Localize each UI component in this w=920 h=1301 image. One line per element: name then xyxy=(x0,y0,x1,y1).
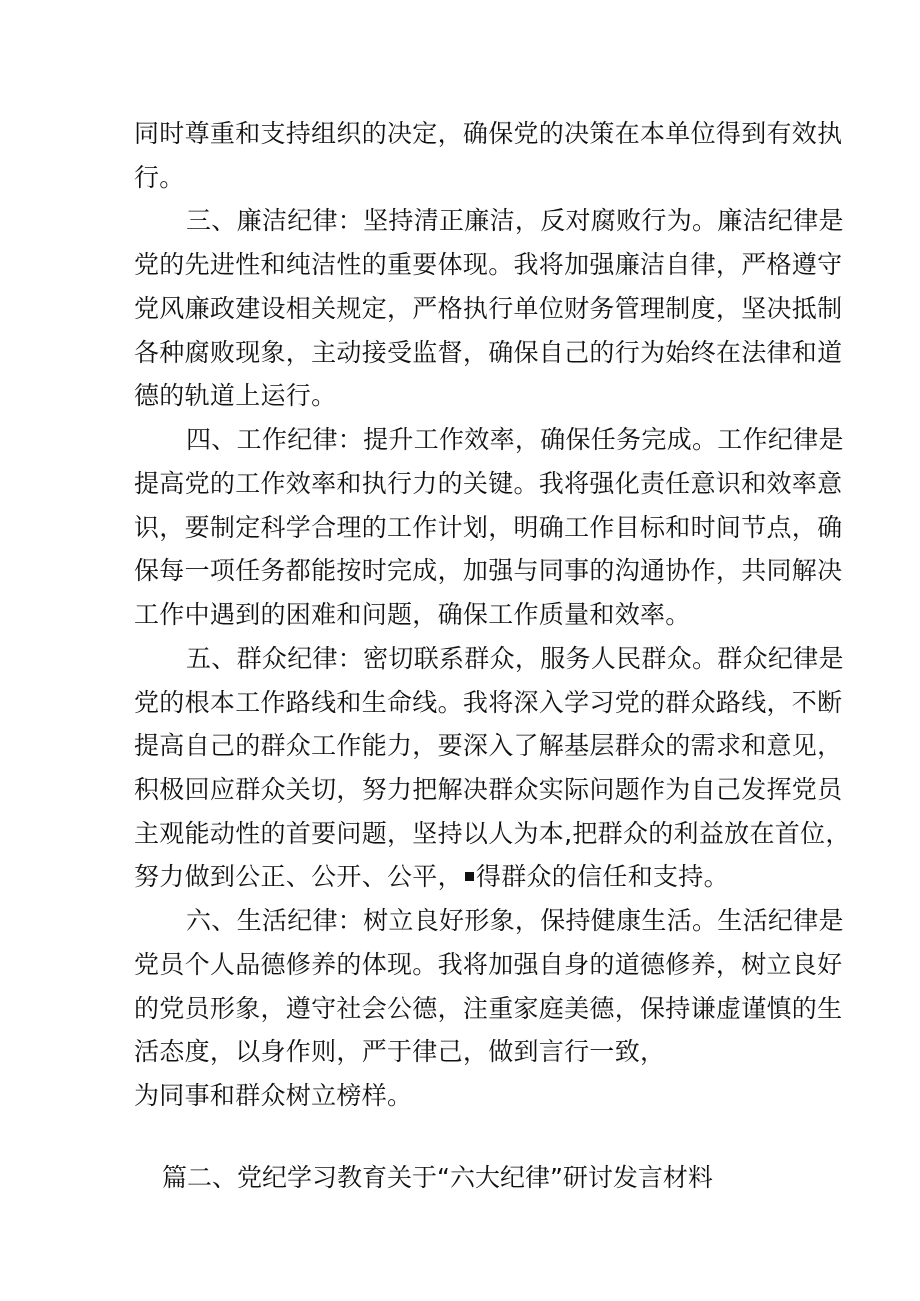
text-line: 行。 xyxy=(134,163,185,192)
text-line: 同时尊重和支持组织的决定，确保党的决策在本单位得到有效执 xyxy=(134,119,843,148)
text-line: 党员个人品德修养的体现。我将加强自身的道德修养，树立良好 xyxy=(134,950,843,979)
text-line-with-mark xyxy=(134,862,729,892)
section-5-start: 五、群众纪律：密切联系群众，服务人民群众。群众纪律是 xyxy=(186,644,844,673)
text-line: 保每一项任务都能按时完成，加强与同事的沟通协作，共同解决 xyxy=(134,556,843,585)
section-3-start: 三、廉洁纪律：坚持清正廉洁，反对腐败行为。廉洁纪律是 xyxy=(186,206,844,235)
text-line: 的党员形象，遵守社会公德，注重家庭美德，保持谦虚谨慎的生 xyxy=(134,994,843,1023)
section-6-start: 六、生活纪律：树立良好形象，保持健康生活。生活纪律是 xyxy=(186,906,844,935)
text-line: 主观能动性的首要问题，坚持以人为本,把群众的利益放在首位， xyxy=(134,819,851,848)
text-fragment: 努力做到公正、公开、公平， xyxy=(134,862,463,891)
text-line: 各种腐败现象，主动接受监督，确保自己的行为始终在法律和道 xyxy=(134,338,843,367)
text-line: 提高自己的群众工作能力，要深入了解基层群众的需求和意见， xyxy=(134,731,843,760)
text-line: 提高党的工作效率和执行力的关键。我将强化责任意识和效率意 xyxy=(134,469,843,498)
text-line: 为同事和群众树立榜样。 xyxy=(134,1081,413,1110)
text-line: 识，要制定科学合理的工作计划，明确工作目标和时间节点，确 xyxy=(134,513,843,542)
section-heading: 篇二、党纪学习教育关于“六大纪律”研讨发言材料 xyxy=(162,1163,713,1192)
text-line: 党的先进性和纯洁性的重要体现。我将加强廉洁自律，严格遵守 xyxy=(134,250,843,279)
square-mark-icon xyxy=(465,872,474,881)
text-line: 活态度，以身作则，严于律己，做到言行一致， xyxy=(134,1037,666,1066)
text-line: 积极回应群众关切，努力把解决群众实际问题作为自己发挥党员 xyxy=(134,775,843,804)
text-line: 党的根本工作路线和生命线。我将深入学习党的群众路线，不断 xyxy=(134,688,843,717)
text-line: 工作中遇到的困难和问题，确保工作质量和效率。 xyxy=(134,600,691,629)
text-fragment: 得群众的信任和支持。 xyxy=(475,862,729,891)
section-4-start: 四、工作纪律：提升工作效率，确保任务完成。工作纪律是 xyxy=(186,425,844,454)
text-line: 德的轨道上运行。 xyxy=(134,381,337,410)
text-line: 党风廉政建设相关规定，严格执行单位财务管理制度，坚决抵制 xyxy=(134,294,843,323)
